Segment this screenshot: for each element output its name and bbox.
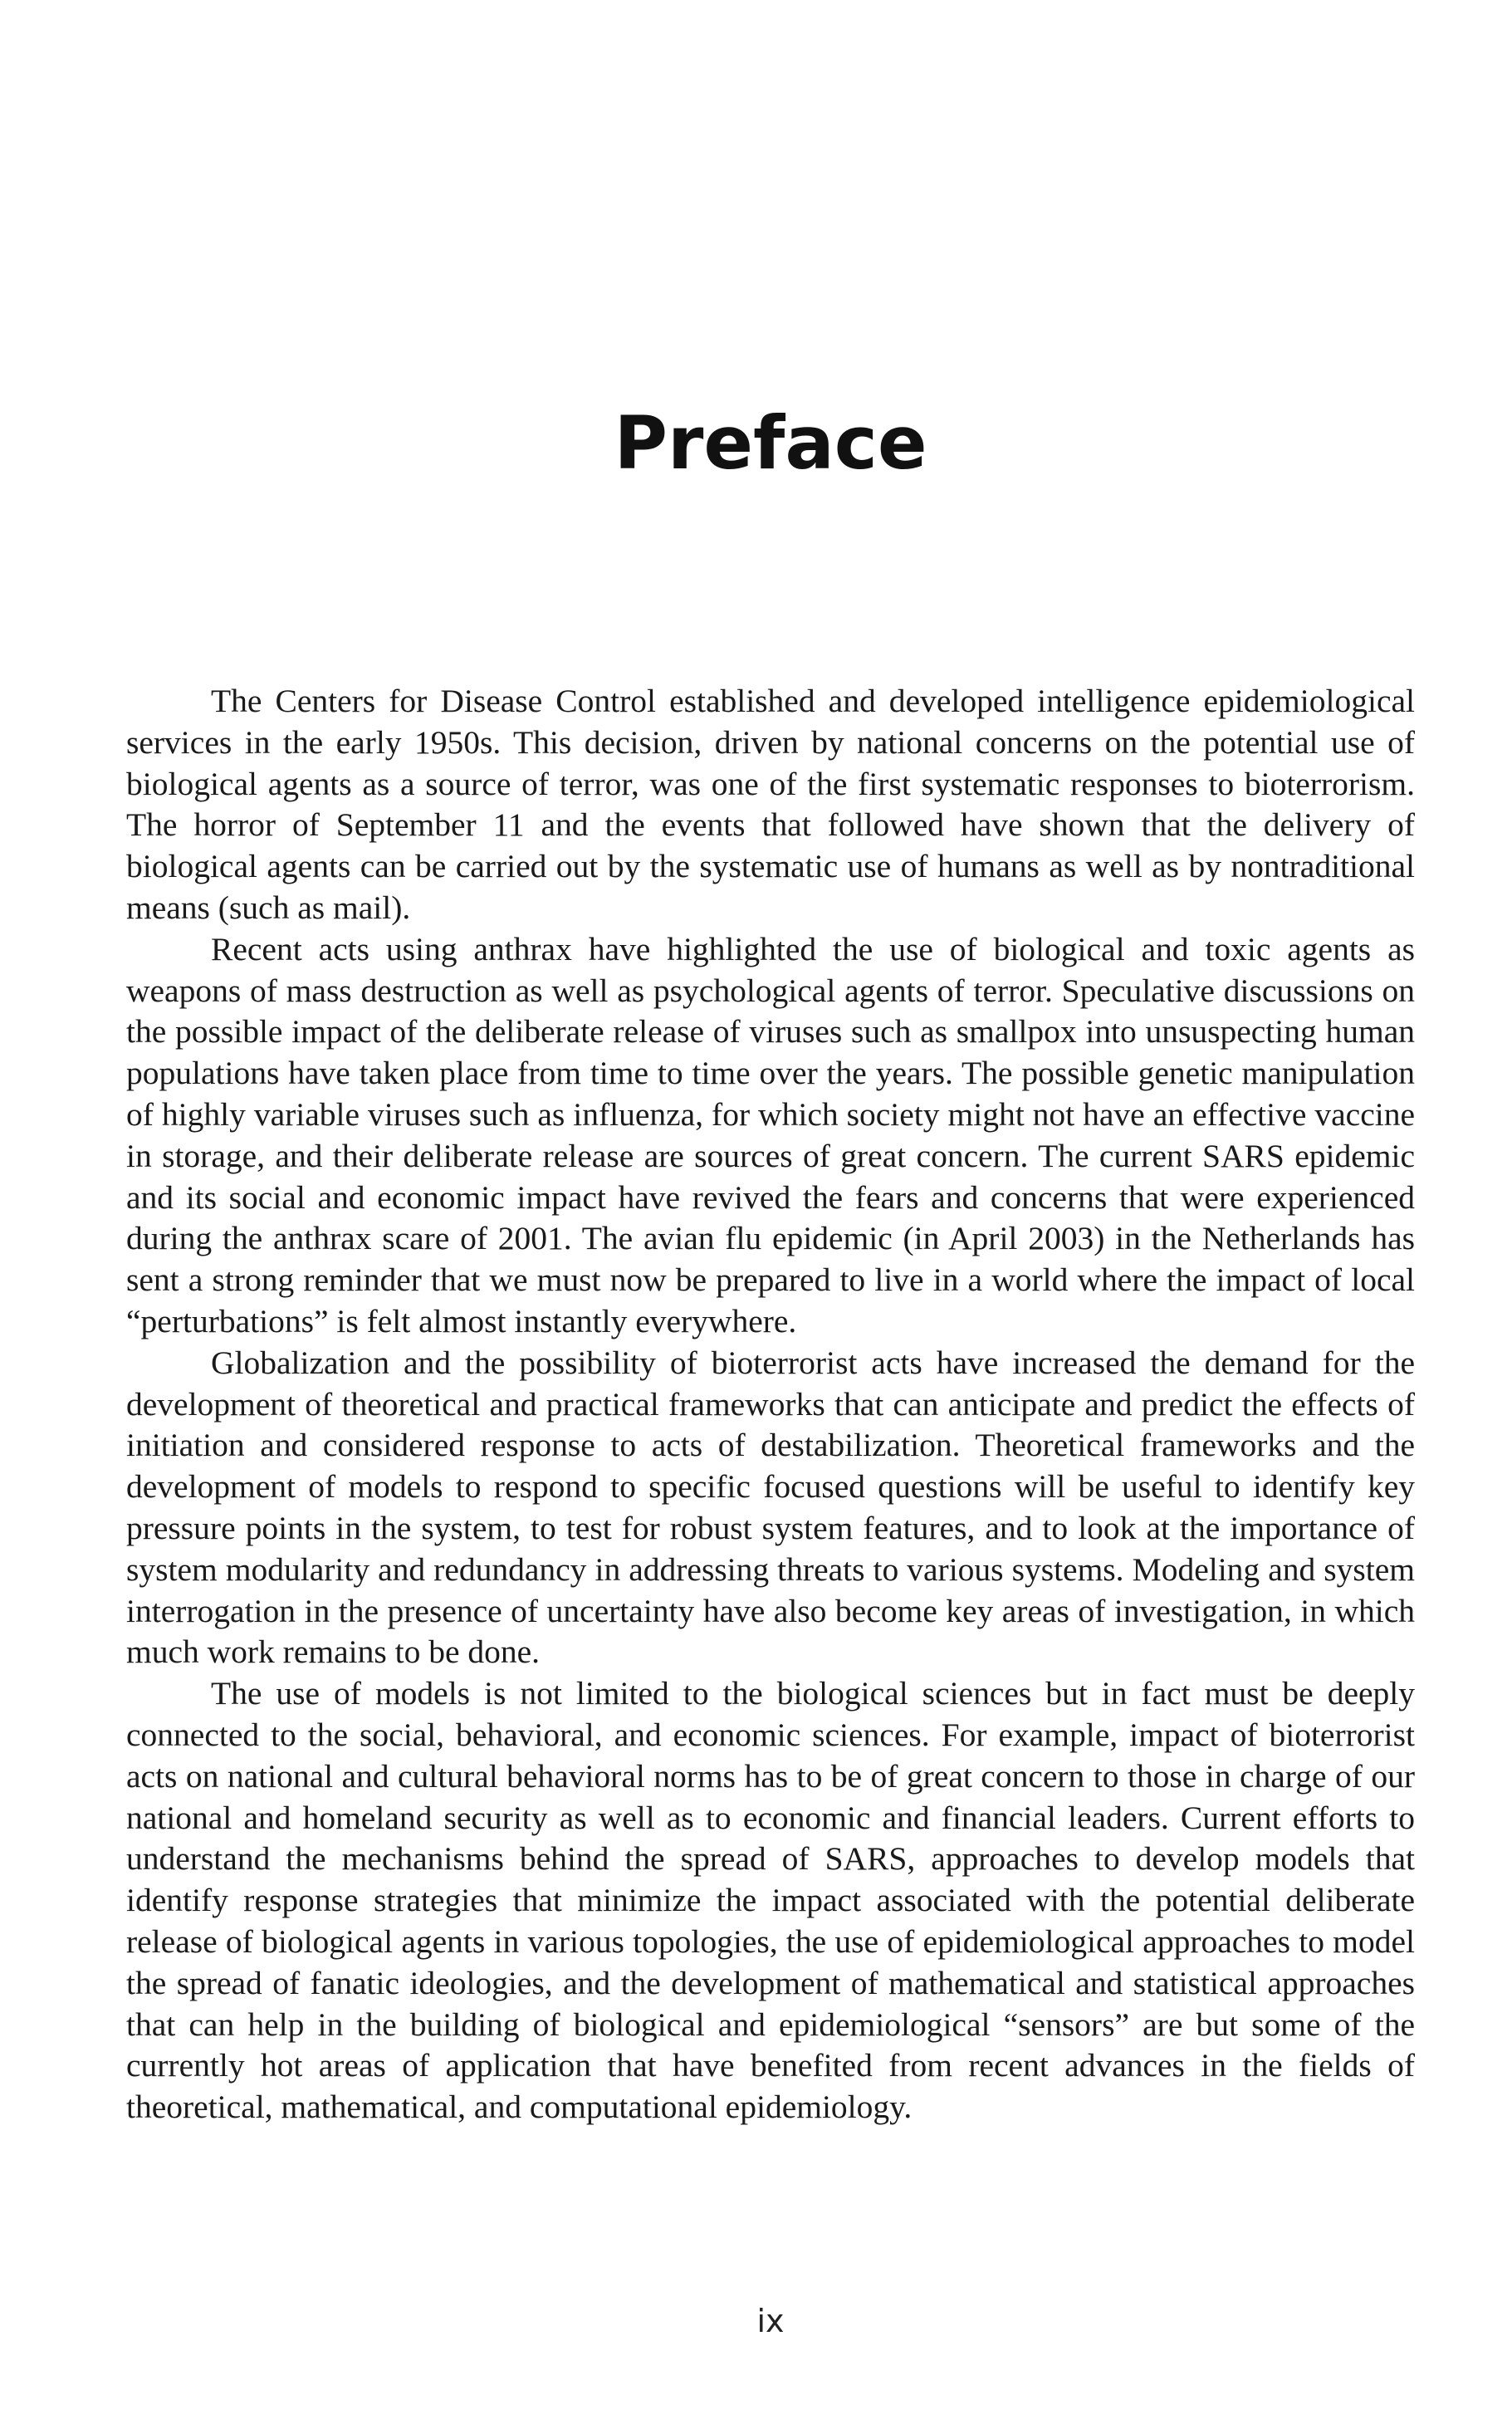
preface-body <box>126 681 1415 2128</box>
paragraph-3: Globalization and the possibility of bioterrorist acts have increased the demand for the development of theoretical and practical frameworks that can anticipate and predict the effects of initiation and considered response to acts of destabilization. Theoretical frameworks and the development of models to respond to specific focused questions will be useful to identify key pressure points in the system, to test for robust system features, and to look at the importance of system modularity and redundancy in addressing threats to various systems. Modeling and system interrogation in the presence of uncertainty have also become key areas of investigation, in which much work remains to be done. <box>126 1344 1415 1671</box>
paragraph-1: The Centers for Disease Control established and developed intelligence epidemiological services in the early 1950s. This decision, driven by national concerns on the potential use of biological agents as a source of terror, was one of the first systematic responses to bioterrorism. The horror of September 11 and the events that followed have shown that the delivery of biological agents can be carried out by the systematic use of humans as well as by nontraditional means (such as mail). <box>126 683 1415 926</box>
paragraph-2: Recent acts using anthrax have highlighted the use of biological and toxic agents as weapons of mass destruction as well as psychological agents of terror. Speculative discussions on the possible impact of the deliberate release of viruses such as smallpox into unsuspecting human populations have taken place from time to time over the years. The possible genetic manipulation of highly variable viruses such as influenza, for which society might not have an effective vaccine in storage, and their deliberate release are sources of great concern. The current SARS epidemic and its social and economic impact have revived the fears and concerns that were experienced during the anthrax scare of 2001. The avian flu epidemic (in April 2003) in the Netherlands has sent a strong reminder that we must now be prepared to live in a world where the impact of local “perturbations” is felt almost instantly everywhere. <box>126 930 1415 1339</box>
page-title: Preface <box>614 400 927 486</box>
book-page <box>126 0 1415 2429</box>
page-number: ix <box>756 2303 785 2339</box>
paragraph-4: The use of models is not limited to the biological sciences but in fact must be deeply connected to the social, behavioral, and economic sciences. For example, impact of bioterrorist acts on national and cultural behavioral norms has to be of great concern to those in charge of our national and homeland security as well as to economic and financial leaders. Current efforts to understand the mechanisms behind the spread of SARS, approaches to develop models that identify response strategies that minimize the impact associated with the potential deliberate release of biological agents in various topologies, the use of epidemiological approaches to model the spread of fanatic ideologies, and the development of mathematical and statistical approaches that can help in the building of biological and epidemiological “sensors” are but some of the currently hot areas of application that have benefited from recent advances in the fields of theoretical, mathematical, and computational epidemiology. <box>126 1675 1415 2126</box>
